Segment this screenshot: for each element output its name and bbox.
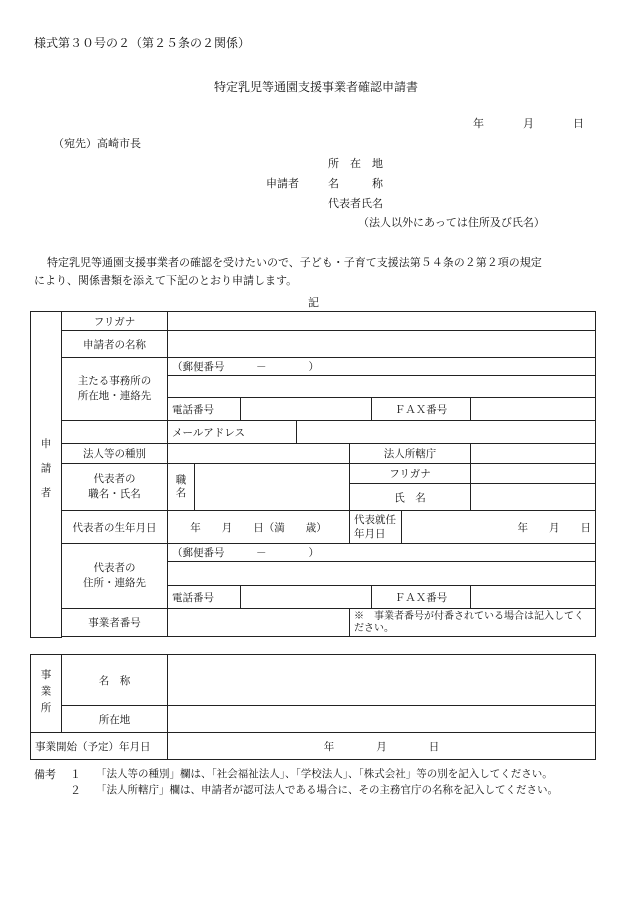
rep-postal-field[interactable] [168, 544, 596, 562]
ki-label: 記 [308, 296, 319, 309]
office-group-label: 事業所 [31, 655, 62, 733]
office-label: 主たる事務所の 所在地・連絡先 [62, 358, 168, 421]
note-1-number: １ [70, 768, 81, 781]
rep-start-label: 代表就任 年月日 [350, 511, 402, 544]
note-1: 「法人等の種別」欄は、「社会福祉法人」、「学校法人」、「株式会社」等の別を記入してください。 [96, 768, 553, 780]
shoku-label: 職 名 [168, 464, 195, 511]
operator-note: ※ 事業者番号が付番されている場合は記入してください。 [350, 609, 596, 637]
rep-postal-label: （郵便番号 － ） [172, 547, 319, 559]
birth-value: 年 月 日（満 歳） [190, 521, 327, 534]
note-2-number: ２ [70, 784, 81, 797]
form-number: 様式第３０号の２（第２５条の２関係） [34, 36, 251, 50]
rep-tel-field[interactable] [241, 586, 372, 609]
rep-fax-label: ＦＡＸ番号 [372, 586, 471, 609]
office-table [30, 654, 596, 760]
corp-type-field[interactable] [168, 444, 350, 464]
page-title: 特定乳児等通園支援事業者確認申請書 [214, 80, 419, 94]
applicant-name-field[interactable] [168, 331, 596, 358]
postal-label: （郵便番号 － ） [172, 361, 319, 373]
applicant-label: 申請者 [266, 177, 299, 190]
rep-fax-field[interactable] [471, 586, 596, 609]
rep-shimei-field[interactable] [471, 484, 596, 511]
fax-label: ＦＡＸ番号 [372, 398, 471, 421]
tel-label: 電話番号 [168, 398, 241, 421]
tel-field[interactable] [241, 398, 372, 421]
notes-label: 備考 [34, 768, 56, 781]
corp-authority-field[interactable] [471, 444, 596, 464]
rep-label: 代表者氏名 [328, 197, 383, 210]
start-date-field[interactable] [168, 733, 596, 760]
office-address-label: 所在地 [62, 706, 168, 733]
start-date-value: 年 月 日 [323, 740, 440, 753]
fax-field[interactable] [471, 398, 596, 421]
rep-address-field[interactable] [168, 562, 596, 586]
rep-tel-label: 電話番号 [168, 586, 241, 609]
corp-type-label: 法人等の種別 [62, 444, 168, 464]
office-name-label: 名 称 [62, 655, 168, 706]
body-text-line-1: 特定乳児等通園支援事業者の確認を受けたいので、子ども・子育て支援法第５４条の２第２項の規定 [47, 256, 542, 269]
body-text-line-2: により、関係書類を添えて下記のとおり申請します。 [34, 274, 298, 287]
date-day: 日 [573, 117, 584, 130]
applicant-group-label: 申請者 [31, 312, 62, 638]
date-year: 年 [473, 117, 484, 130]
note-2: 「法人所轄庁」欄は、申請者が認可法人である場合に、その主務官庁の名称を記入してください。 [96, 784, 558, 796]
applicant-name-label: 申請者の名称 [62, 331, 168, 358]
operator-no-field[interactable] [168, 609, 350, 637]
rep-furigana-field[interactable] [471, 464, 596, 484]
rep-title-name-label: 代表者の 職名・氏名 [62, 464, 168, 511]
corp-authority-label: 法人所轄庁 [350, 444, 471, 464]
rep-birth-label: 代表者の生年月日 [62, 511, 168, 544]
rep-shimei-label: 氏 名 [350, 484, 471, 511]
addressee: （宛先）高崎市長 [53, 137, 141, 150]
rep-furigana-label: フリガナ [350, 464, 471, 484]
rep-birth-field[interactable] [168, 511, 350, 544]
email-field[interactable] [297, 421, 596, 444]
rep-start-field[interactable] [402, 511, 596, 544]
furigana-field[interactable] [168, 312, 596, 331]
office-address-field[interactable] [168, 376, 596, 398]
office-name-field[interactable] [168, 655, 596, 706]
operator-no-label: 事業者番号 [62, 609, 168, 637]
rep-title-field[interactable] [195, 464, 350, 511]
office-postal-field[interactable] [168, 358, 596, 376]
email-label: メールアドレス [168, 421, 297, 444]
name-label: 名 称 [328, 177, 383, 190]
furigana-label: フリガナ [62, 312, 168, 331]
start-value: 年 月 日 [517, 521, 591, 534]
rep-note: （法人以外にあっては住所及び氏名） [358, 216, 545, 229]
address-label: 所 在 地 [328, 157, 383, 170]
application-table [30, 311, 596, 638]
date-month: 月 [523, 117, 534, 130]
office-location-field[interactable] [168, 706, 596, 733]
start-date-label: 事業開始（予定）年月日 [31, 733, 168, 760]
rep-address-label: 代表者の 住所・連絡先 [62, 544, 168, 609]
